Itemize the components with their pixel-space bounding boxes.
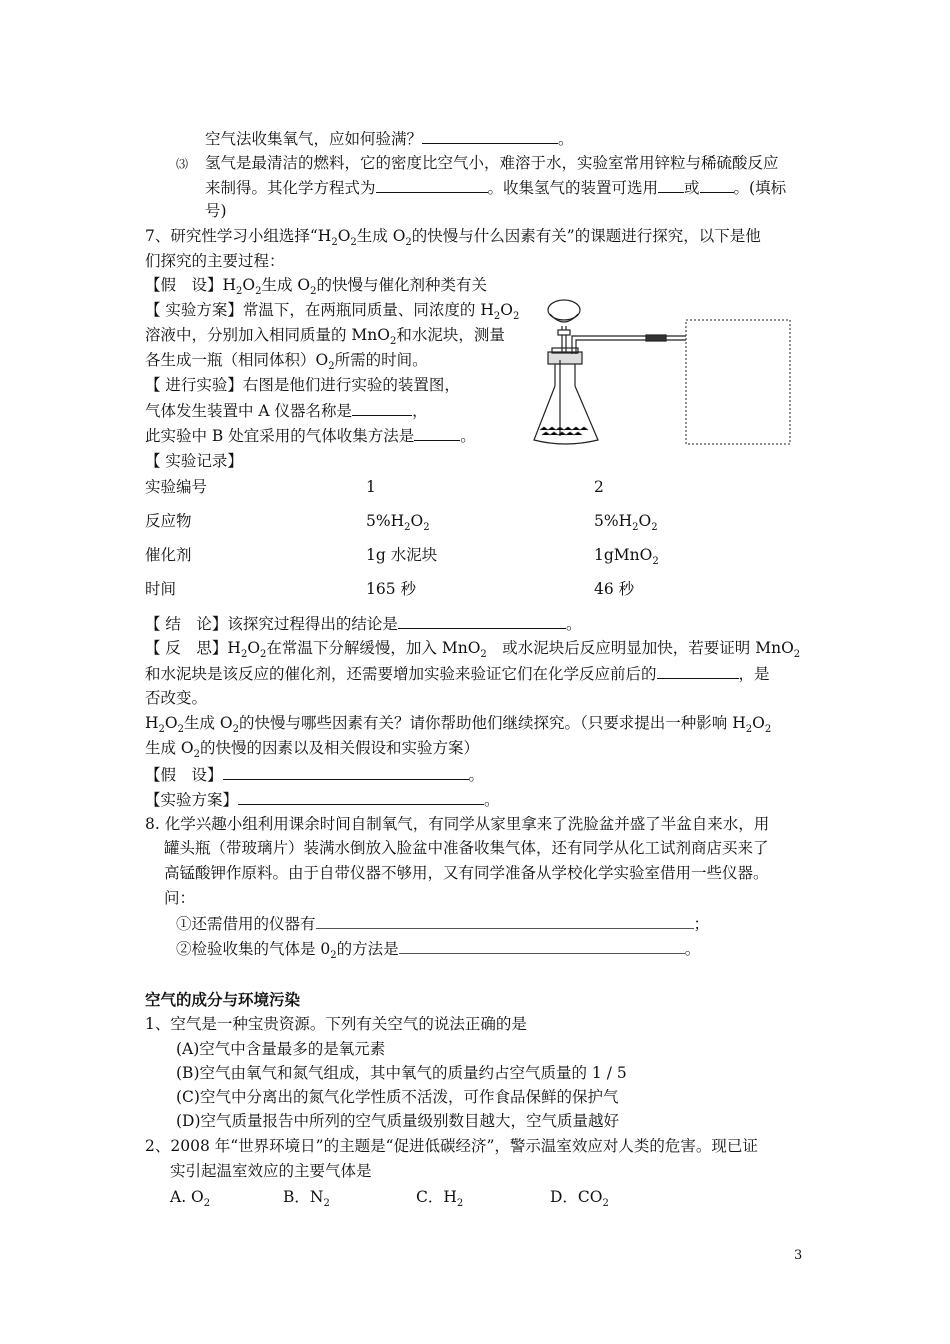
air-q2-option-c[interactable]: C．$H_2$ <box>416 1188 464 1210</box>
q7-exp-line1: 【 进行实验】右图是他们进行实验的装置图， <box>145 376 460 394</box>
device-blank-1[interactable] <box>658 176 684 193</box>
q6-sub3-line2: 来制得。其化学方程式为 。收集氢气的装置可选用 或 。(填标 <box>205 176 786 199</box>
q8-line3: 高锰酸钾作原料。由于自带仪器不够用，又有同学准备从学校化学实验室借用一些仪器。 <box>164 864 769 882</box>
air-q1-option-d[interactable]: (D)空气质量报告中所列的空气质量级别数目越大，空气质量越好 <box>176 1112 620 1130</box>
table-cell: 1g 水泥块 <box>366 546 438 564</box>
q7-plan-line1: 【 实验方案】常温下，在两瓶同质量、同浓度的 $H_2O_2$ <box>145 301 520 323</box>
q7-plan-line2: 溶液中，分别加入相同质量的 MnO$_2$和水泥块，测量 <box>145 326 505 348</box>
air-q2-option-d[interactable]: D．$CO_2$ <box>550 1188 609 1210</box>
table-cell: 165 秒 <box>366 580 417 598</box>
table-cell: $5\%H_2O_2$ <box>366 512 430 534</box>
q8-line1: 8. 化学兴趣小组利用课余时间自制氧气，有同学从家里拿来了洗脸盆并盛了半盆自来水，用 <box>145 815 770 833</box>
section-title: 空气的成分与环境污染 <box>145 990 301 1009</box>
q7-line1: 7、研究性学习小组选择“$H_2O_2$生成 $O_2$的快慢与什么因素有关”的课题进行探究，以下是他 <box>145 227 761 249</box>
apparatus-diagram <box>528 290 798 450</box>
q7-hypothesis: 【假 设】$H_2O_2$生成 $O_2$的快慢与催化剂种类有关 <box>145 276 488 298</box>
q7-plan-line3: 各生成一瓶（相同体积）$O_2$所需的时间。 <box>145 351 428 373</box>
table-cell: 46 秒 <box>594 580 635 598</box>
q8-line2: 罐头瓶（带玻璃片）装满水倒放入脸盆中准备收集气体，还有同学从化工试剂商店买来了 <box>164 839 769 857</box>
air-q1-option-a[interactable]: (A)空气中含量最多的是氧元素 <box>176 1040 386 1058</box>
q7-record-heading: 【 实验记录】 <box>145 452 243 470</box>
table-row-label: 实验编号 <box>145 478 208 496</box>
property-blank[interactable] <box>657 662 739 679</box>
air-q1-stem: 1、空气是一种宝贵资源。下列有关空气的说法正确的是 <box>145 1015 527 1033</box>
q6-sub3-line1: ⑶ <box>176 157 189 171</box>
q7-line2: 们探究的主要过程： <box>145 252 285 270</box>
q7-plan-2: 【实验方案】 。 <box>145 788 500 811</box>
q7-extension-line2: 生成 $O_2$的快慢的因素以及相关假设和实验方案） <box>145 739 480 761</box>
table-row-label: 时间 <box>145 580 177 598</box>
conclusion-blank[interactable] <box>398 612 566 629</box>
collection-box-b <box>686 320 790 444</box>
delivery-tube-icon <box>572 335 686 354</box>
q7-conclusion: 【 结 论】该探究过程得出的结论是 。 <box>145 612 581 635</box>
q7-extension-line1: $H_2O_2$生成 $O_2$的快慢与哪些因素有关？请你帮助他们继续探究。（只要求提出一种影响 $H_2O_2$ <box>145 714 772 736</box>
air-q1-option-b[interactable]: (B)空气由氧气和氮气组成，其中氧气的质量约占空气质量的 1 / 5 <box>176 1064 627 1082</box>
q7-reflection-line1: 【 反 思】$H_2O_2$在常温下分解缓慢，加入 MnO$_2$ 或水泥块后反应明显加快，若要证明 MnO$_2$ <box>145 639 801 661</box>
q7-exp-line3: 此实验中 B 处宜采用的气体收集方法是 。 <box>145 424 476 447</box>
air-q2-stem-line1: 2、2008 年“世界环境日”的主题是“促进低碳经济”，警示温室效应对人类的危害。现已证 <box>145 1137 758 1155</box>
collection-method-blank[interactable] <box>414 424 460 441</box>
table-row-label: 催化剂 <box>145 546 192 564</box>
q8-line4: 问： <box>164 889 196 907</box>
q7-reflection-line3: 否改变。 <box>145 689 208 707</box>
hypothesis-blank[interactable] <box>223 763 469 780</box>
instrument-name-blank[interactable] <box>352 399 412 416</box>
q7-hypothesis-2: 【假 设】 。 <box>145 763 484 786</box>
device-blank-2[interactable] <box>700 176 734 193</box>
air-q2-option-a[interactable]: A. $O_2$ <box>170 1188 211 1210</box>
air-q2-option-b[interactable]: B．$N_2$ <box>283 1188 330 1210</box>
table-cell: 1gMnO$_2$ <box>594 546 659 568</box>
air-q1-option-c[interactable]: (C)空气中分离出的氮气化学性质不活泼，可作食品保鲜的保护气 <box>176 1088 619 1106</box>
test-method-blank[interactable] <box>399 937 685 954</box>
table-cell: 1 <box>366 478 376 496</box>
separatory-funnel-icon <box>548 300 580 352</box>
solid-catalyst-icon <box>540 427 588 435</box>
table-row-label: 反应物 <box>145 512 192 530</box>
q6-line1: 空气法收集氧气，应如何验满？ 。 <box>205 127 574 150</box>
q6-sub3-line1-text: 氢气是最清洁的燃料，它的密度比空气小，难溶于水，实验室常用锌粒与稀硫酸反应 <box>205 154 779 172</box>
page-number: 3 <box>794 1248 803 1263</box>
q8-sub2: ②检验收集的气体是 $0_2$的方法是 。 <box>176 937 700 960</box>
answer-blank[interactable] <box>422 127 558 144</box>
q7-reflection-line2: 和水泥块是该反应的催化剂，还需要增加实验来验证它们在化学反应前后的 ，是 <box>145 662 770 685</box>
q8-sub1: ①还需借用的仪器有 ； <box>176 912 709 935</box>
table-cell: 2 <box>594 478 604 496</box>
instrument-list-blank[interactable] <box>316 912 694 929</box>
q6-sub3-line3: 号) <box>205 202 227 220</box>
table-cell: $5\%H_2O_2$ <box>594 512 658 534</box>
equation-blank[interactable] <box>376 176 488 193</box>
air-q2-stem-line2: 实引起温室效应的主要气体是 <box>170 1162 372 1180</box>
q7-exp-line2: 气体发生装置中 A 仪器名称是 ， <box>145 399 428 422</box>
plan-blank[interactable] <box>238 788 484 805</box>
